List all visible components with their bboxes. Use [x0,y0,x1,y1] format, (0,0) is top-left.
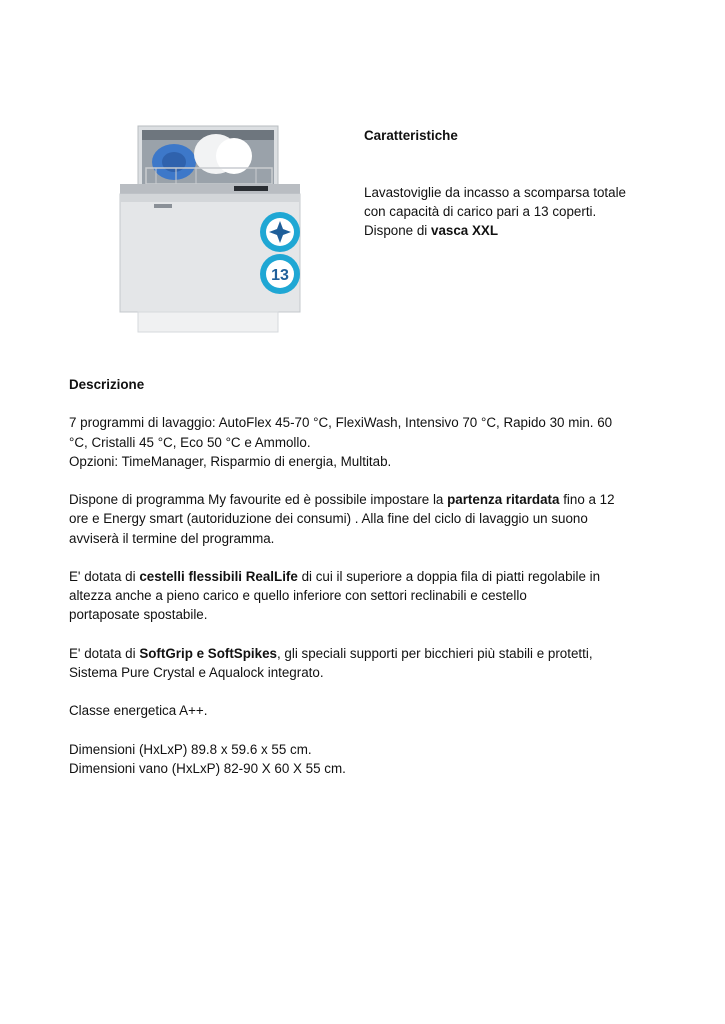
programs-paragraph [69,413,659,471]
text-line: Opzioni: TimeManager, Risparmio di energia, Multitab. [69,453,392,469]
text-run: E' dotata di [69,568,140,584]
text-run: E' dotata di [69,645,140,661]
badge-number: 13 [271,267,289,284]
text-line: altezza anche a pieno carico e quello inferiore con settori reclinabili e cestello [69,588,527,604]
characteristics-title: Caratteristiche [364,128,458,143]
text-run: , gli speciali supporti per bicchieri più stabili e protetti, [276,645,593,661]
bold-text: vasca XXL [431,223,498,238]
delayed-start-paragraph [69,490,659,548]
dimensions-paragraph [69,740,659,778]
description-section [69,375,659,797]
energy-class-paragraph: Classe energetica A++. [69,703,208,719]
text-line: Sistema Pure Crystal e Aqualock integrato. [69,664,324,680]
racks-paragraph [69,567,659,625]
text-line: Dimensioni (HxLxP) 89.8 x 59.6 x 55 cm. [69,741,312,757]
characteristics-section [364,126,694,240]
text-line: Dimensioni vano (HxLxP) 82-90 X 60 X 55 cm. [69,760,346,776]
characteristics-line: Lavastoviglie da incasso a scomparsa totale [364,185,627,200]
bold-text: cestelli flessibili RealLife [139,568,298,584]
text-line: 7 programmi di lavaggio: AutoFlex 45-70 °C, FlexiWash, Intensivo 70 °C, Rapido 30 min. 60 [69,415,613,431]
text-line: portaposate spostabile. [69,607,208,623]
glass-support-paragraph [69,644,659,682]
dishwasher-product-image [116,122,306,336]
text-line: avviserà il termine del programma. [69,530,275,546]
text-run: Dispone di programma My favourite ed è possibile impostare la [69,492,448,508]
characteristics-line: con capacità di carico pari a 13 coperti. [364,204,597,219]
description-title: Descrizione [69,377,145,392]
text-run: di cui il superiore a doppia fila di piatti regolabile in [297,568,601,584]
text-run: Dispone di [364,223,431,238]
text-line: °C, Cristalli 45 °C, Eco 50 °C e Ammollo. [69,434,311,450]
text-run: fino a 12 [559,492,615,508]
bold-text: SoftGrip e SoftSpikes [139,645,277,661]
characteristics-line [364,221,694,240]
text-line: ore e Energy smart (autoriduzione dei consumi) . Alla fine del ciclo di lavaggio un suono [69,511,588,527]
bold-text: partenza ritardata [447,492,560,508]
